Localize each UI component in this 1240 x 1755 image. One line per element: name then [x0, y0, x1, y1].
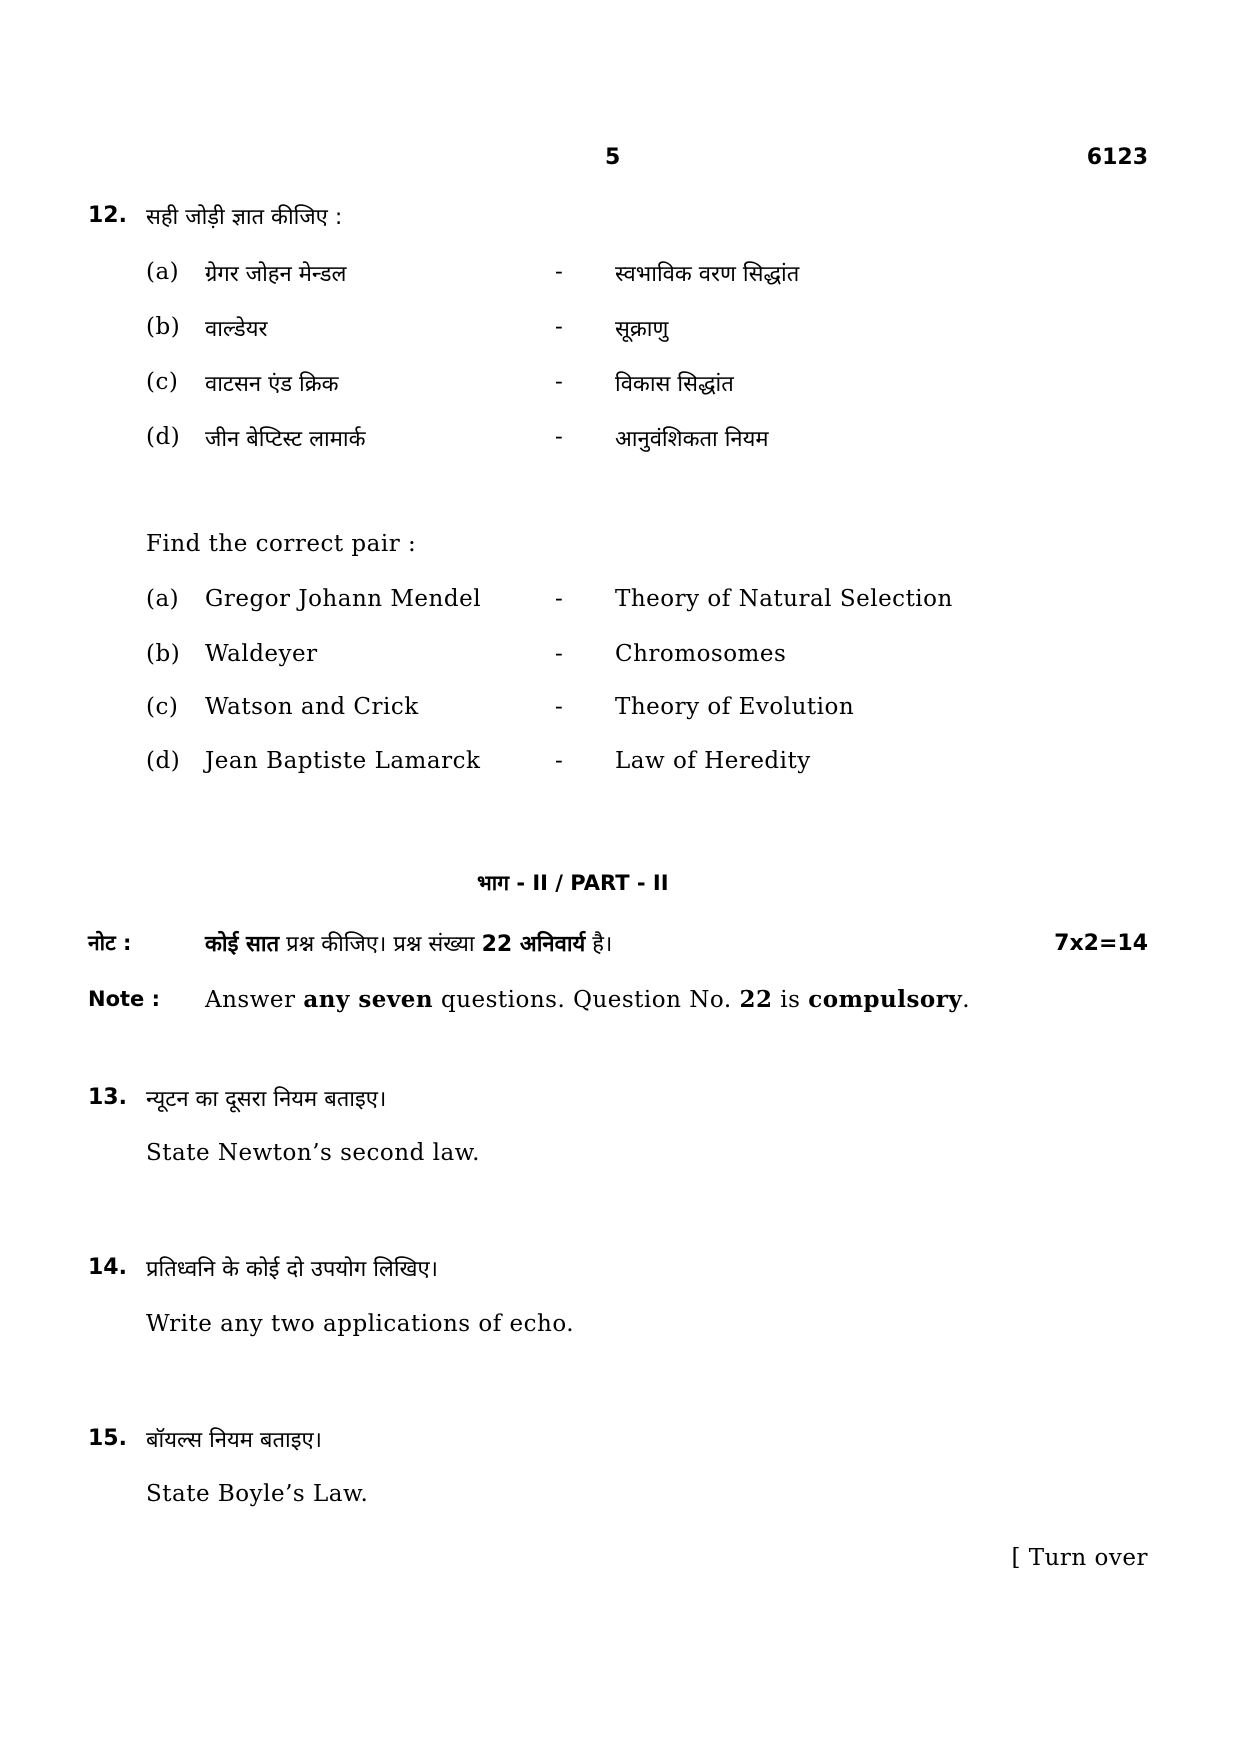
- pair-dash: -: [555, 314, 564, 340]
- pair-left: ग्रेगर जोहन मेन्डल: [205, 262, 347, 287]
- pair-right: Theory of Evolution: [615, 694, 855, 720]
- note-emphasis: 22: [739, 986, 773, 1013]
- note-text-hindi: [205, 928, 612, 958]
- pair-label: (a): [146, 586, 180, 612]
- pair-right: सूक्राणु: [615, 317, 669, 342]
- pair-label: (b): [146, 641, 181, 667]
- paper-code: 6123: [1086, 145, 1148, 170]
- part-heading: भाग - II / PART - II: [477, 871, 669, 895]
- pair-left: वाल्डेयर: [205, 317, 268, 342]
- pair-label: (a): [146, 259, 180, 285]
- page-number: 5: [605, 145, 621, 170]
- question-number: 14.: [88, 1255, 127, 1280]
- pair-label: (c): [146, 694, 179, 720]
- note-text: is: [772, 987, 809, 1013]
- pair-dash: -: [555, 424, 564, 450]
- pair-label: (c): [146, 369, 179, 395]
- question-text-english: Find the correct pair :: [146, 531, 417, 557]
- question-number: 15.: [88, 1426, 127, 1451]
- pair-right: Law of Heredity: [615, 748, 811, 774]
- question-text-hindi: सही जोड़ी ज्ञात कीजिए :: [146, 205, 343, 230]
- question-text-hindi: प्रतिध्वनि के कोई दो उपयोग लिखिए।: [146, 1257, 439, 1282]
- pair-dash: -: [555, 259, 564, 285]
- pair-left: जीन बेप्टिस्ट लामार्क: [205, 427, 366, 452]
- note-text: है।: [585, 932, 613, 957]
- pair-label: (d): [146, 748, 181, 774]
- pair-left: वाटसन एंड क्रिक: [205, 372, 339, 397]
- note-emphasis: कोई सात: [205, 932, 280, 957]
- question-number: 12.: [88, 203, 127, 228]
- pair-dash: -: [555, 369, 564, 395]
- question-text-english: State Newton’s second law.: [146, 1140, 480, 1166]
- pair-right: स्वभाविक वरण सिद्धांत: [615, 262, 800, 287]
- note-emphasis: 22 अनिवार्य: [481, 932, 586, 957]
- note-text: Answer: [205, 987, 304, 1013]
- question-text-hindi: न्यूटन का दूसरा नियम बताइए।: [146, 1087, 387, 1112]
- pair-left: Watson and Crick: [205, 694, 419, 720]
- pair-right: विकास सिद्धांत: [615, 372, 734, 397]
- note-text: questions. Question No.: [433, 987, 740, 1013]
- pair-right: आनुवंशिकता नियम: [615, 427, 769, 452]
- note-text-english: [205, 986, 970, 1013]
- question-text-hindi: बॉयल्स नियम बताइए।: [146, 1428, 322, 1453]
- note-emphasis: compulsory: [808, 986, 963, 1013]
- note-text: प्रश्न कीजिए। प्रश्न संख्या: [279, 932, 482, 957]
- note-emphasis: any seven: [303, 986, 434, 1013]
- pair-label: (b): [146, 314, 181, 340]
- question-text-english: State Boyle’s Law.: [146, 1481, 369, 1507]
- pair-left: Waldeyer: [205, 641, 318, 667]
- note-label-english: Note :: [88, 987, 160, 1011]
- pair-dash: -: [555, 694, 564, 720]
- marks-scheme: 7x2=14: [1054, 931, 1148, 956]
- pair-left: Gregor Johann Mendel: [205, 586, 482, 612]
- pair-right: Chromosomes: [615, 641, 787, 667]
- note-text: .: [962, 987, 971, 1013]
- pair-dash: -: [555, 748, 564, 774]
- pair-right: Theory of Natural Selection: [615, 586, 953, 612]
- note-label-hindi: नोट :: [88, 931, 132, 955]
- pair-label: (d): [146, 424, 181, 450]
- question-number: 13.: [88, 1085, 127, 1110]
- pair-left: Jean Baptiste Lamarck: [205, 748, 481, 774]
- question-text-english: Write any two applications of echo.: [146, 1311, 575, 1337]
- turn-over-note: [ Turn over: [1011, 1545, 1148, 1571]
- pair-dash: -: [555, 641, 564, 667]
- pair-dash: -: [555, 586, 564, 612]
